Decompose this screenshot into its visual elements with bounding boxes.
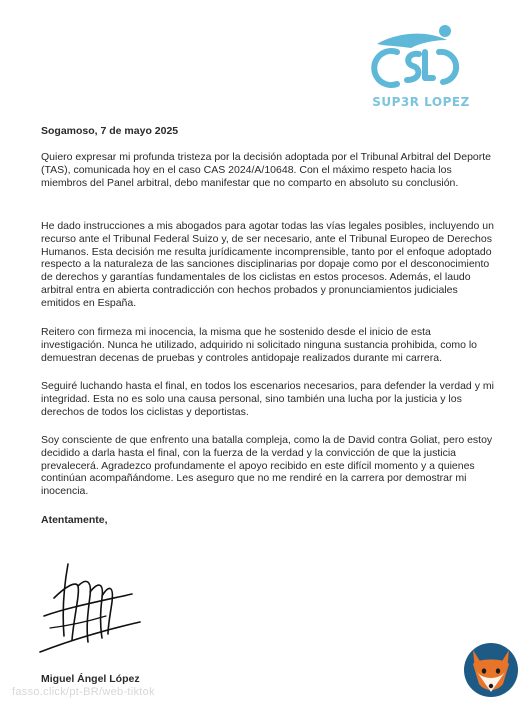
date-line: Sogamoso, 7 de mayo 2025 [41, 125, 179, 137]
signer-name: Miguel Ángel López [41, 673, 140, 685]
paragraph-2: He dado instrucciones a mis abogados para agotar todas las vías legales posibles, incluyendo un recurso ante el Tribunal Federal Suizo y, de ser necesario, ante el Tribunal Europeo de Derechos Humanos. Esta decisión me resulta jurídicamente incomprensible, tanto por el enfoque adoptado respecto a la naturaleza de las sanciones disciplinarias por dopaje como por el desconocimiento de derechos y garantías fundamentales de los ciclistas en estos procesos. Además, el laudo arbitral entra en abierta contradicción con hechos probados y pronunciamientos judiciales emitidos en España. [41, 220, 494, 309]
watermark-text: fasso.click/pt-BR/web-tiktok [12, 686, 155, 698]
fox-avatar-icon [463, 640, 519, 698]
brand-name: SUP3R LOPEZ [372, 95, 470, 109]
paragraph-1: Quiero expresar mi profunda tristeza por la decisión adoptada por el Tribunal Arbitral del Deporte (TAS), comunicada hoy en el caso CAS 2024/A/10648. Con el máximo respeto hacia los miembros del Panel arbitral, debo manifestar que no comparto en absoluto su conclusión. [41, 151, 491, 189]
handwritten-signature [36, 556, 146, 656]
paragraph-4: Seguiré luchando hasta el final, en todos los escenarios necesarios, para defender la verdad y mi integridad. Esta no es solo una causa personal, sino también una lucha por la justicia y los derechos de todos los ciclistas y deportistas. [41, 380, 494, 418]
sup3r-lopez-logo [367, 22, 470, 114]
paragraph-3: Reitero con firmeza mi inocencia, la misma que he sostenido desde el inicio de esta investigación. Nunca he utilizado, adquirido ni solicitado ninguna sustancia prohibida, como lo demuestran decenas de pruebas y controles antidopaje realizados durante mi carrera. [41, 326, 478, 364]
cyclist-logo-icon [367, 22, 467, 94]
paragraph-5: Soy consciente de que enfrento una batalla compleja, como la de David contra Goliat, pero estoy decidido a darla hasta el final, con la fuerza de la verdad y la convicción de que la justicia prevalecerá. Agradezco profundamente el apoyo recibido en este difícil momento y a quienes continúan acompañándome. Les aseguro que no me rendiré en la carrera por demostrar mi inocencia. [41, 434, 493, 498]
closing: Atentamente, [41, 514, 108, 526]
